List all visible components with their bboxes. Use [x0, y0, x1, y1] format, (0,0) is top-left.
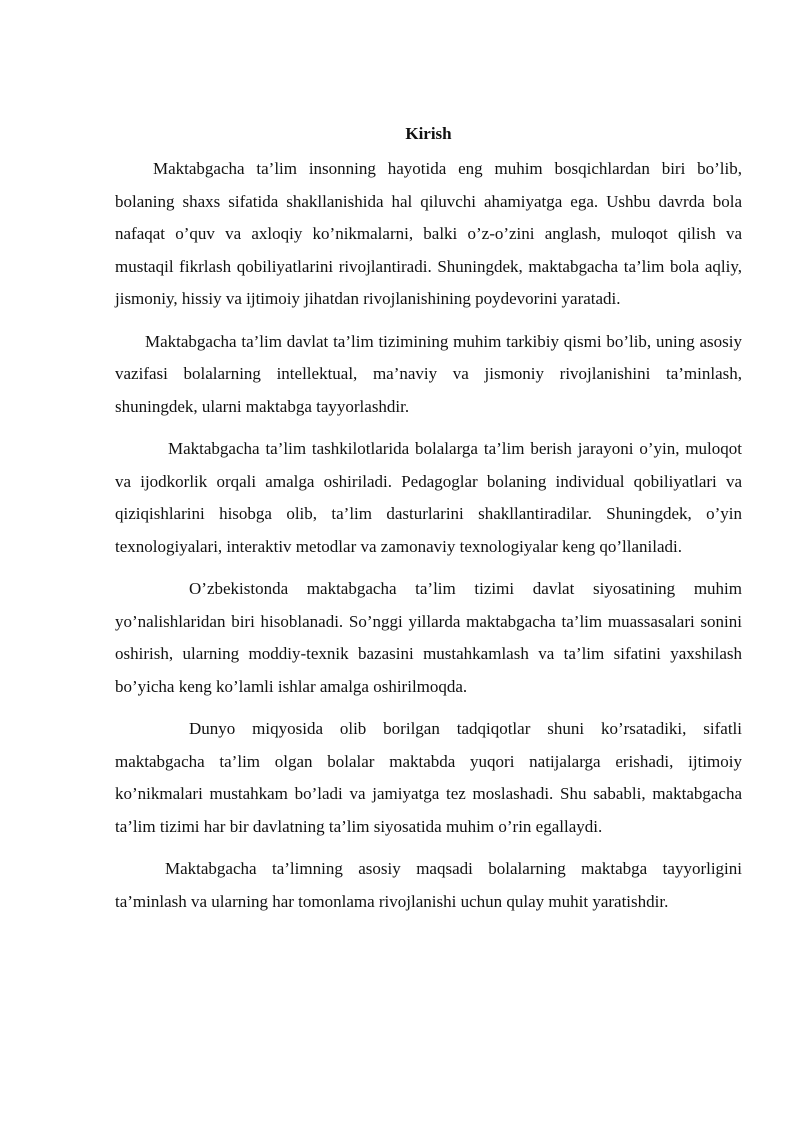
paragraph-6: Maktabgacha ta’limning asosiy maqsadi bolalarning maktabga tayyorligini ta’minlash va ularning har tomonlama rivojlanishi uchun qulay muhit yaratishdir.	[115, 859, 742, 911]
paragraph-2: Maktabgacha ta’lim davlat ta’lim tizimining muhim tarkibiy qismi bo’lib, uning asosiy vazifasi bolalarning intellektual, ma’naviy va jismoniy rivojlanishini ta’minlash, shuningdek, ularni maktabga tayyorlashdir.	[115, 331, 742, 416]
document-title: Kirish	[405, 124, 452, 143]
paragraph-4: O’zbekistonda maktabgacha ta’lim tizimi davlat siyosatining muhim yo’nalishlaridan biri hisoblanadi. So’nggi yillarda maktabgacha ta’lim muassasalari sonini oshirish, ularning moddiy-texnik bazasini mustahkamlash va ta’lim sifatini yaxshilash bo’yicha keng ko’lamli ishlar amalga oshirilmoqda.	[115, 579, 742, 696]
paragraph-1: Maktabgacha ta’lim insonning hayotida eng muhim bosqichlardan biri bo’lib, bolaning shaxs sifatida shakllanishida hal qiluvchi ahamiyatga ega. Ushbu davrda bola nafaqat o’quv va axloqiy ko’nikmalarni, balki o’z-o’zini anglash, muloqot qilish va mustaqil fikrlash qobiliyatlarini rivojlantiradi. Shuningdek, maktabgacha ta’lim bola aqliy, jismoniy, hissiy va ijtimoiy jihatdan rivojlanishining poydevorini yaratadi.	[115, 159, 742, 308]
document-page	[115, 120, 742, 928]
paragraph-3: Maktabgacha ta’lim tashkilotlarida bolalarga ta’lim berish jarayoni o’yin, muloqot va ijodkorlik orqali amalga oshiriladi. Pedagoglar bolaning individual qobiliyatlari va qiziqishlarini hisobga olib, ta’lim dasturlarini shakllantiradilar. Shuningdek, o’yin texnologiyalari, interaktiv metodlar va zamonaviy texnologiyalar keng qo’llaniladi.	[115, 439, 742, 556]
paragraph-5: Dunyo miqyosida olib borilgan tadqiqotlar shuni ko’rsatadiki, sifatli maktabgacha ta’lim olgan bolalar maktabda yuqori natijalarga erishadi, ijtimoiy ko’nikmalari mustahkam bo’ladi va jamiyatga tez moslashadi. Shu sababli, maktabgacha ta’lim tizimi har bir davlatning ta’lim siyosatida muhim o’rin egallaydi.	[115, 719, 742, 836]
